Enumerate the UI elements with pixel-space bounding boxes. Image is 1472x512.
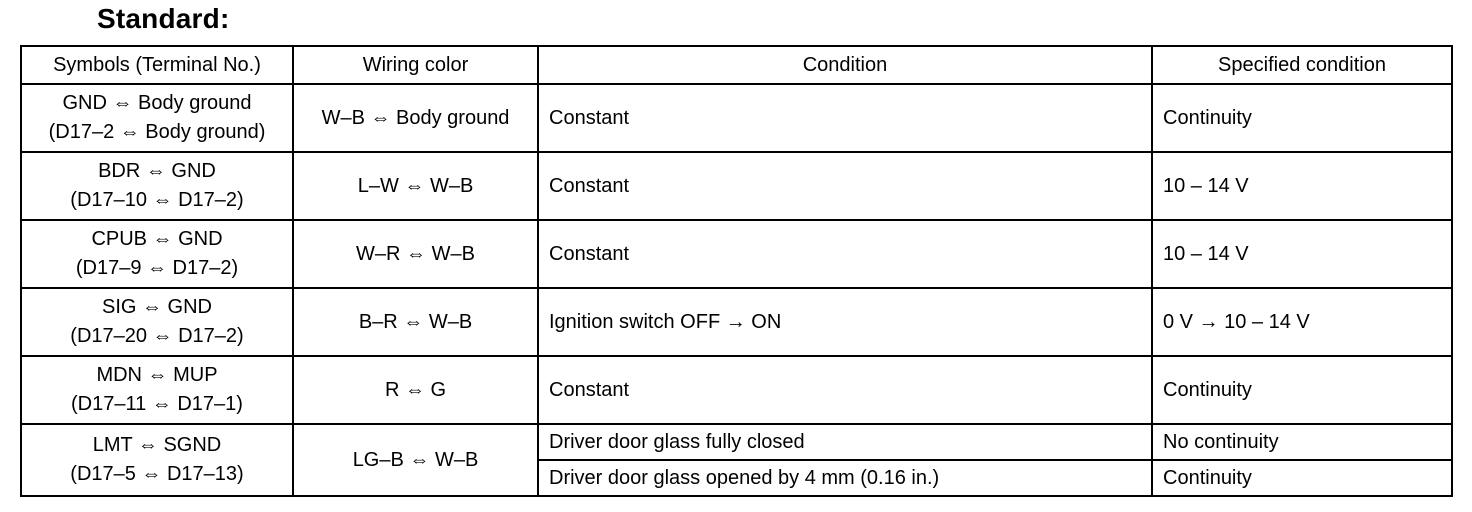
wiring-color-cell: W–R ⇔ W–B (293, 220, 538, 288)
condition-cell: Constant (538, 152, 1152, 220)
specified-condition-cell: Continuity (1152, 356, 1452, 424)
table-row (21, 424, 1452, 460)
terminal-number: (D17–11 ⇔ D17–1) (71, 393, 243, 415)
symbol-cell (21, 424, 293, 496)
wiring-color-cell: B–R ⇔ W–B (293, 288, 538, 356)
table-row (21, 356, 1452, 424)
section-heading: Standard: (97, 3, 230, 34)
column-header-symbols: Symbols (Terminal No.) (21, 46, 293, 84)
terminal-number: (D17–9 ⇔ D17–2) (75, 257, 239, 279)
column-header-condition: Condition (538, 46, 1152, 84)
terminal-number: (D17–10 ⇔ D17–2) (70, 189, 244, 211)
column-header-wiring-color: Wiring color (293, 46, 538, 84)
specified-condition-cell: 10 – 14 V (1152, 220, 1452, 288)
symbol-cell (21, 288, 293, 356)
symbol-cell (21, 220, 293, 288)
table-header-row (21, 46, 1452, 84)
specification-table (20, 45, 1453, 497)
terminal-number: (D17–2 ⇔ Body ground) (48, 121, 266, 143)
table-row (21, 152, 1452, 220)
condition-cell: Driver door glass opened by 4 mm (0.16 in.) (538, 460, 1152, 496)
symbol-cell (21, 84, 293, 152)
condition-cell: Driver door glass fully closed (538, 424, 1152, 460)
specified-condition-cell: 0 V → 10 – 14 V (1152, 288, 1452, 356)
condition-cell: Constant (538, 220, 1152, 288)
symbol-cell (21, 356, 293, 424)
condition-cell: Constant (538, 356, 1152, 424)
wiring-color-cell: R ⇔ G (293, 356, 538, 424)
table-row (21, 84, 1452, 152)
symbol-cell (21, 152, 293, 220)
condition-cell: Ignition switch OFF → ON (538, 288, 1152, 356)
symbol-name: LMT ⇔ SGND (92, 434, 222, 456)
column-header-specified-condition: Specified condition (1152, 46, 1452, 84)
terminal-number: (D17–20 ⇔ D17–2) (70, 325, 244, 347)
table-row (21, 288, 1452, 356)
symbol-name: GND ⇔ Body ground (62, 92, 252, 114)
condition-cell: Constant (538, 84, 1152, 152)
specified-condition-cell: 10 – 14 V (1152, 152, 1452, 220)
symbol-name: MDN ⇔ MUP (96, 364, 218, 386)
specified-condition-cell: No continuity (1152, 424, 1452, 460)
symbol-name: BDR ⇔ GND (98, 160, 216, 182)
symbol-name: SIG ⇔ GND (101, 296, 212, 318)
table-row (21, 220, 1452, 288)
specified-condition-cell: Continuity (1152, 84, 1452, 152)
specified-condition-cell: Continuity (1152, 460, 1452, 496)
symbol-name: CPUB ⇔ GND (91, 228, 223, 250)
wiring-color-cell: L–W ⇔ W–B (293, 152, 538, 220)
wiring-color-cell: LG–B ⇔ W–B (293, 424, 538, 496)
terminal-number: (D17–5 ⇔ D17–13) (70, 463, 244, 485)
wiring-color-cell: W–B ⇔ Body ground (293, 84, 538, 152)
